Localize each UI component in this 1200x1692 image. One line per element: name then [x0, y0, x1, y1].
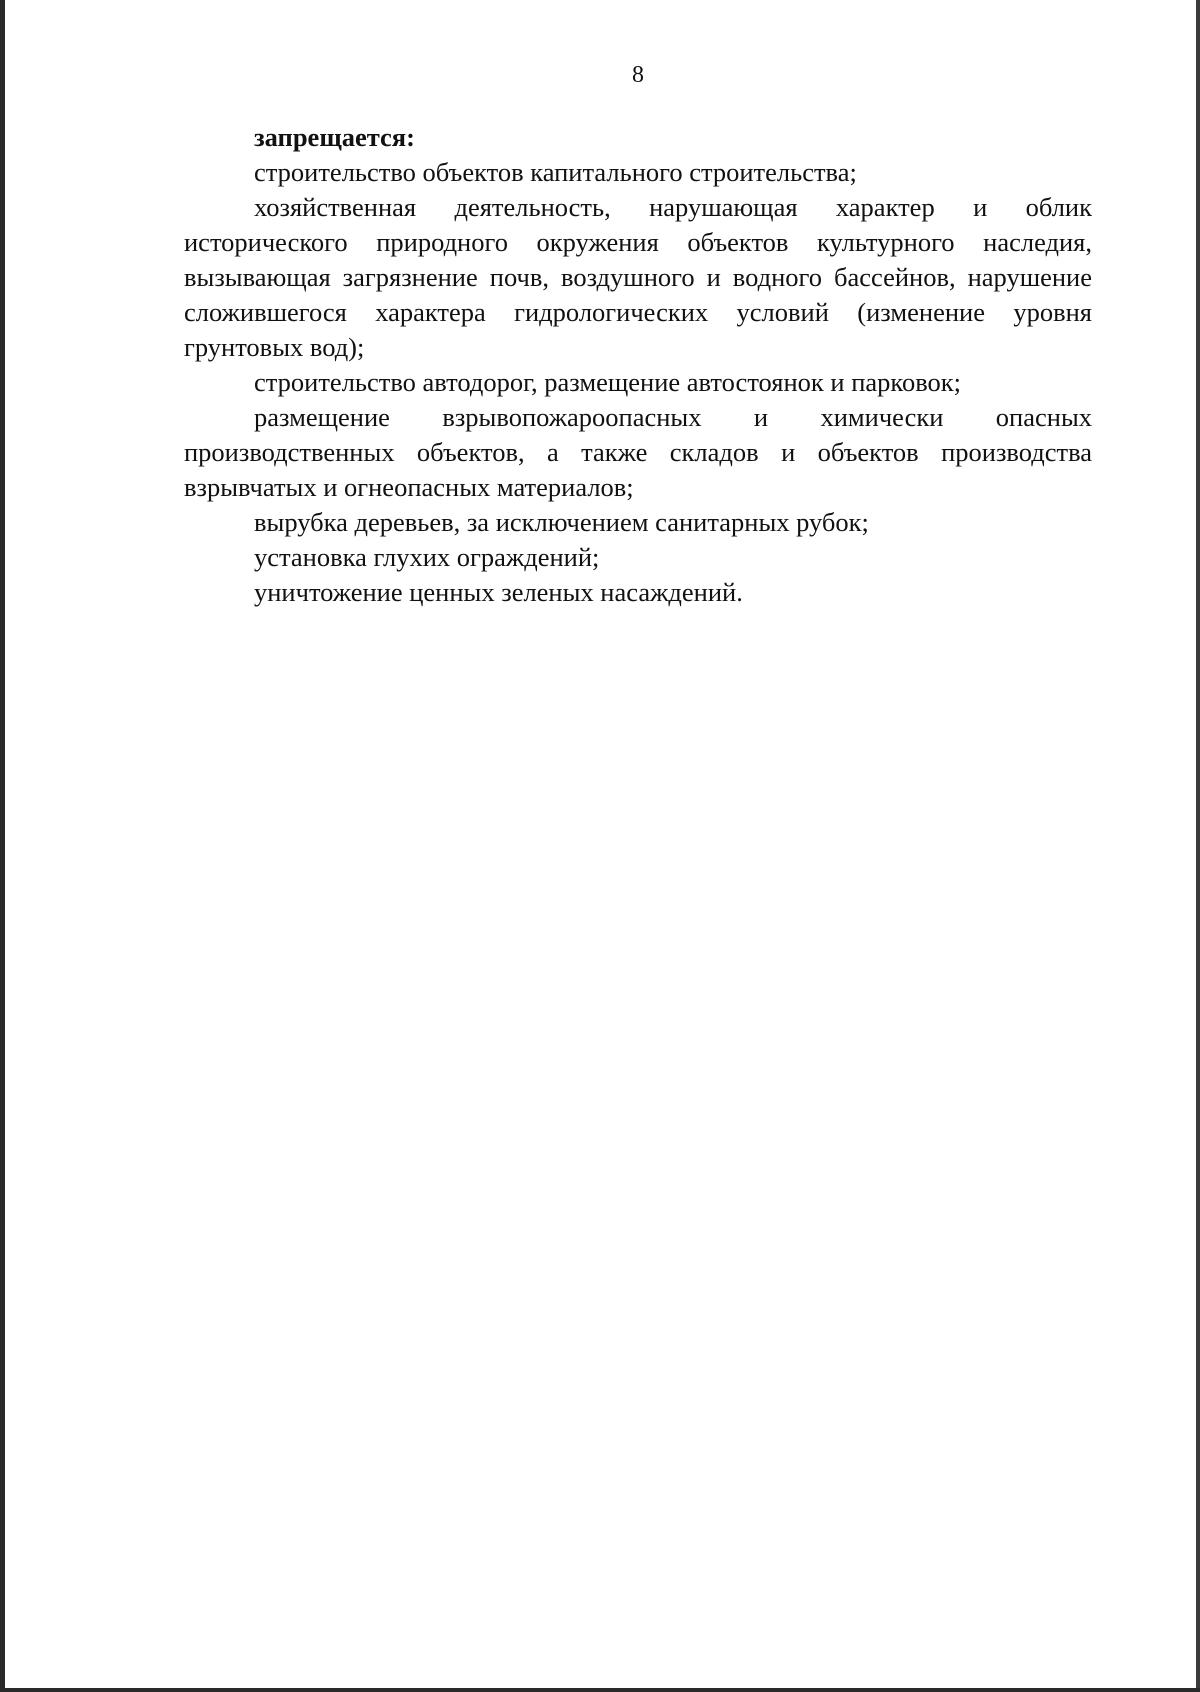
paragraph-4: размещение взрывопожароопасных и химически опасных производственных объектов, а также складов и объектов производства взрывчатых и огнеопасных материалов; — [184, 402, 1092, 502]
scan-edge-bottom — [0, 1688, 1200, 1692]
section-heading: запрещается: — [254, 122, 415, 152]
paragraph-7: уничтожение ценных зеленых насаждений. — [254, 577, 743, 607]
scan-edge-left — [0, 0, 5, 1692]
paragraph-3: строительство автодорог, размещение автостоянок и парковок; — [254, 367, 962, 397]
scan-edge-right — [1196, 0, 1200, 1692]
paragraph-6: установка глухих ограждений; — [254, 542, 600, 572]
document-body — [184, 120, 1092, 610]
paragraph-1: строительство объектов капитального строительства; — [254, 157, 857, 187]
paragraph-5: вырубка деревьев, за исключением санитарных рубок; — [254, 507, 869, 537]
page-number: 8 — [632, 62, 644, 88]
paragraph-2: хозяйственная деятельность, нарушающая характер и облик исторического природного окружения объектов культурного наследия, вызывающая загрязнение почв, воздушного и водного бассейнов, нарушение сложившегося характера гидрологических условий (изменение уровня грунтовых вод); — [184, 192, 1092, 362]
